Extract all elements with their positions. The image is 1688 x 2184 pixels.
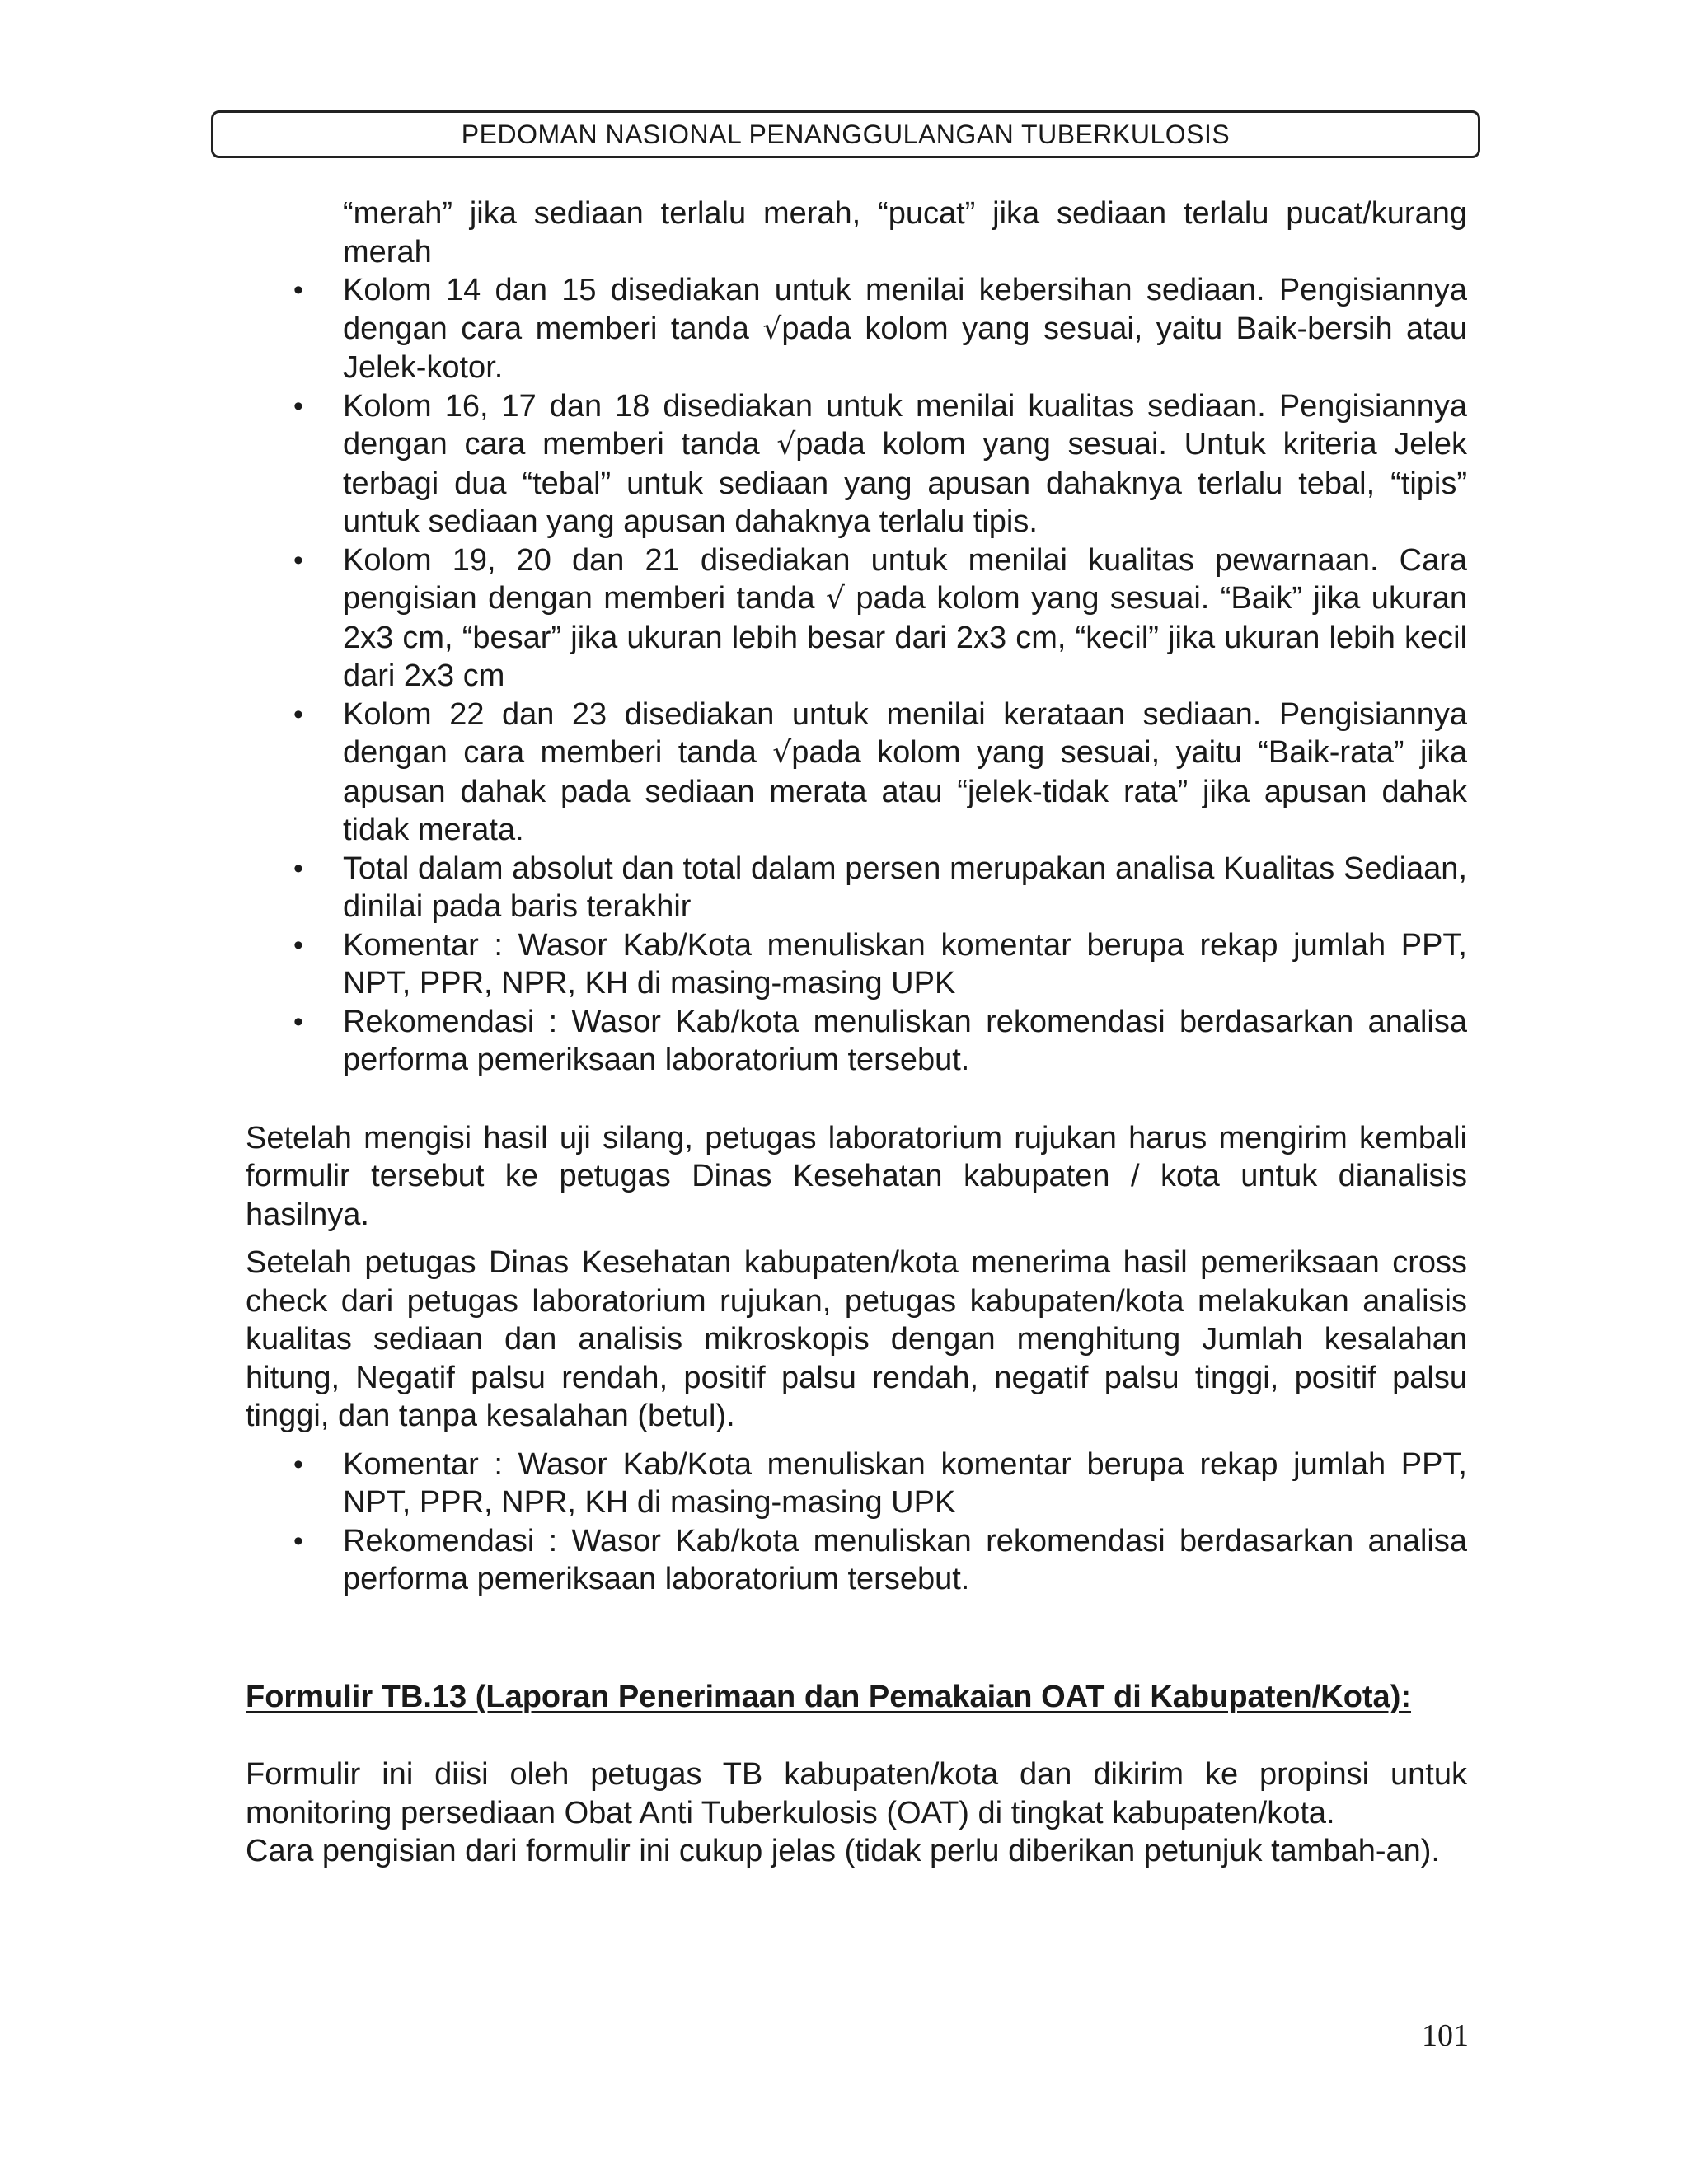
checkmark-icon: √ [776, 428, 796, 462]
list-item: • Rekomendasi : Wasor Kab/kota menuliskan rekomendasi berdasarkan analisa performa pemeriksaan laboratorium tersebut. [293, 1004, 1467, 1077]
bullet-icon: • [293, 1525, 303, 1557]
checkmark-icon: √ [762, 312, 782, 346]
header-title: PEDOMAN NASIONAL PENANGGULANGAN TUBERKULOSIS [461, 119, 1231, 149]
checkmark-icon: √ [826, 582, 845, 616]
bullet-icon: • [293, 1448, 303, 1480]
list-item: • Kolom 16, 17 dan 18 disediakan untuk menilai kualitas sediaan. Pengisiannya dengan cara memberi tanda √pada kolom yang sesuai. Untuk kriteria Jelek terbagi dua “tebal” untuk sediaan yang apusan dahaknya terlalu tebal, “tipis” untuk sediaan yang apusan dahaknya terlalu tipis. [293, 388, 1467, 539]
bullet-icon: • [293, 390, 303, 422]
bullet-list-recommendations [246, 1446, 1467, 1599]
checkmark-icon: √ [772, 736, 792, 770]
bullet-list-columns [246, 271, 1467, 1080]
paragraph-analysis: Setelah petugas Dinas Kesehatan kabupaten/kota menerima hasil pemeriksaan cross check dari petugas laboratorium rujukan, petugas kabupaten/kota melakukan analisis kualitas sediaan dan analisis mikroskopis dengan menghitung Jumlah kesalahan hitung, Negatif palsu rendah, positif palsu rendah, negatif palsu tinggi, positif palsu tinggi, dan tanpa kesalahan (betul). [246, 1245, 1467, 1433]
bullet-icon: • [293, 698, 303, 730]
continued-bullet-text: “merah” jika sediaan terlalu merah, “pucat” jika sediaan terlalu pucat/kurang merah [343, 196, 1467, 269]
bullet-icon: • [293, 274, 303, 306]
list-item: • Komentar : Wasor Kab/Kota menuliskan komentar berupa rekap jumlah PPT, NPT, PPR, NPR, KH di masing-masing UPK [293, 1446, 1467, 1520]
list-item: • Total dalam absolut dan total dalam persen merupakan analisa Kualitas Sediaan, dinilai pada baris terakhir [293, 851, 1467, 924]
bullet-icon: • [293, 852, 303, 884]
section-heading: Formulir TB.13 (Laporan Penerimaan dan Pemakaian OAT di Kabupaten/Kota): [246, 1679, 1411, 1714]
list-item: • Kolom 19, 20 dan 21 disediakan untuk menilai kualitas pewarnaan. Cara pengisian dengan memberi tanda √ pada kolom yang sesuai. “Baik” jika ukuran 2x3 cm, “besar” jika ukuran lebih besar dari 2x3 cm, “kecil” jika ukuran lebih kecil dari 2x3 cm [293, 542, 1467, 693]
bullet-icon: • [293, 544, 303, 576]
paragraph-cross-check-return: Setelah mengisi hasil uji silang, petugas laboratorium rujukan harus mengirim kembali formulir tersebut ke petugas Dinas Kesehatan kabupaten / kota untuk dianalisis hasilnya. [246, 1120, 1467, 1232]
running-header [211, 110, 1480, 158]
bullet-icon: • [293, 1005, 303, 1038]
list-item: • Komentar : Wasor Kab/Kota menuliskan komentar berupa rekap jumlah PPT, NPT, PPR, NPR, KH di masing-masing UPK [293, 927, 1467, 1001]
page-number: 101 [1422, 2018, 1469, 2053]
paragraph-form-purpose: Formulir ini diisi oleh petugas TB kabupaten/kota dan dikirim ke propinsi untuk monitoring persediaan Obat Anti Tuberkulosis (OAT) di tingkat kabupaten/kota. [246, 1757, 1467, 1830]
bullet-icon: • [293, 929, 303, 961]
paragraph-form-instructions: Cara pengisian dari formulir ini cukup jelas (tidak perlu diberikan petunjuk tambah-an). [246, 1834, 1440, 1868]
list-item: • Kolom 14 dan 15 disediakan untuk menilai kebersihan sediaan. Pengisiannya dengan cara memberi tanda √pada kolom yang sesuai, yaitu Baik-bersih atau Jelek-kotor. [293, 273, 1467, 385]
list-item: • Rekomendasi : Wasor Kab/kota menuliskan rekomendasi berdasarkan analisa performa pemeriksaan laboratorium tersebut. [293, 1523, 1467, 1596]
list-item: • Kolom 22 dan 23 disediakan untuk menilai kerataan sediaan. Pengisiannya dengan cara memberi tanda √pada kolom yang sesuai, yaitu “Baik-rata” jika apusan dahak pada sediaan merata atau “jelek-tidak rata” jika apusan dahak tidak merata. [293, 696, 1467, 847]
page-body [246, 194, 1467, 1871]
